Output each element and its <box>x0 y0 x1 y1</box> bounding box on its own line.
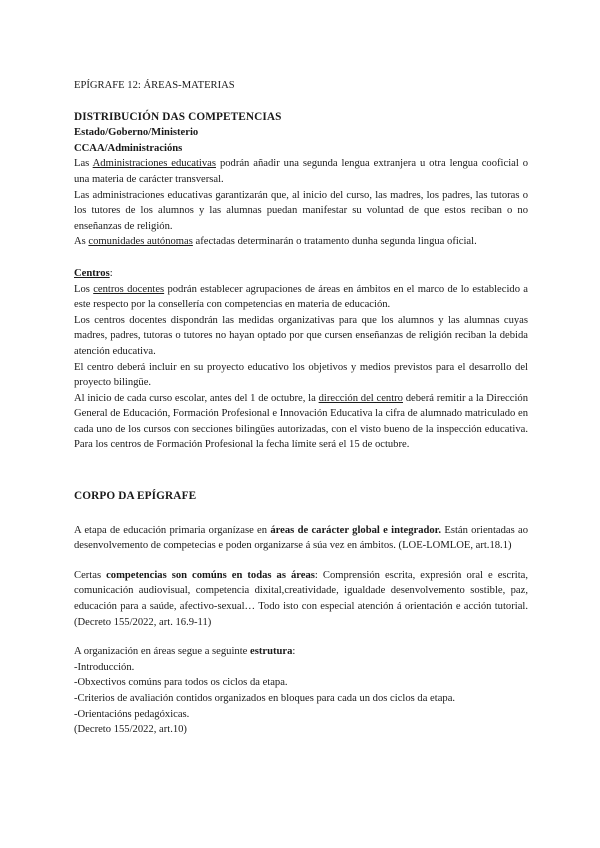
subheading-ccaa: CCAA/Administracións <box>74 142 183 154</box>
estrutura-list <box>74 660 528 738</box>
centros-heading: Centros: <box>74 267 113 279</box>
underlined-term: comunidades autónomas <box>88 236 193 248</box>
paragraph-estrutura: A organización en áreas segue a seguinte estrutura: <box>74 646 296 658</box>
underlined-term: centros docentes <box>93 283 165 295</box>
distribution-section <box>74 110 528 250</box>
paragraph-religion: Las administraciones educativas garantizarán que, al inicio del curso, las madres, los padres, las tutoras o los tutores de los alumnos y las alumnas puedan manifestar su voluntad de que estos reciban o no enseñanzas de religión. <box>74 189 528 232</box>
list-item: -Criterios de avaliación contidos organizados en bloques para cada un dos ciclos da etapa. <box>74 693 456 704</box>
list-item: (Decreto 155/2022, art.10) <box>74 724 187 736</box>
paragraph-areas-global: A etapa de educación primaria organízase en áreas de carácter global e integrador. Están orientadas ao desenvolvemento de competecias e poden organizarse á súa vez en ámbitos. (LOE-LOMLOE, art.18.1) <box>74 524 528 552</box>
paragraph-medidas: Los centros docentes dispondrán las medidas organizativas para que los alumnos y las alumnas cuyas madres, padres, tutoras o tutores no hayan optado por que cursen enseñanzas de religión reciban la debida atención educativa. <box>74 314 528 357</box>
centros-section <box>74 266 528 453</box>
paragraph-proyecto-bilingue: El centro deberá incluir en su proyecto educativo los objetivos y medios previstos para el desarrollo del proyecto bilingüe. <box>74 361 528 389</box>
distribution-heading: DISTRIBUCIÓN DAS COMPETENCIAS <box>74 110 282 123</box>
list-item: -Obxectivos comúns para todos os ciclos da etapa. <box>74 677 288 689</box>
paragraph-direccion-centro: Al inicio de cada curso escolar, antes del 1 de octubre, la dirección del centro deberá remitir a la Dirección General de Educación, Formación Profesional e Innovación Educativa la cifra de alumnado matriculado en cada uno de los cursos con secciones bilingües autorizadas, con el visto bueno de la inspección educativa. Para los centros de Formación Profesional la fecha límite será el 15 de octubre. <box>74 392 529 451</box>
paragraph-admin-educativas: Las Administraciones educativas podrán añadir una segunda lengua extranjera u otra lengua cooficial o una materia de carácter transversal. <box>74 158 528 185</box>
list-item: -Introducción. <box>74 661 135 673</box>
corpo-heading: CORPO DA EPÍGRAFE <box>74 490 197 503</box>
subheading-estado: Estado/Goberno/Ministerio <box>74 127 199 139</box>
paragraph-comunidades: As comunidades autónomas afectadas determinarán o tratamento dunha segunda lingua oficial. <box>74 236 477 248</box>
document-title: EPÍGRAFE 12: ÁREAS-MATERIAS <box>74 80 235 91</box>
list-item: -Orientacións pedagóxicas. <box>74 708 190 720</box>
underlined-term: dirección del centro <box>318 392 403 404</box>
paragraph-competencias: Certas competencias son comúns en todas as áreas: Comprensión escrita, expresión oral e escrita, comunicación audiovisual, competencia dixital,creatividade, igualdade desenvolvemento sostible, paz, educación para a saúde, afectivo-sexual… Todo isto con especial atención á orientación e acción tutorial. (Decreto 155/2022, art. 16.9-11) <box>74 569 528 628</box>
corpo-section <box>74 489 528 738</box>
paragraph-centros-docentes: Los centros docentes podrán establecer agrupaciones de áreas en ámbitos en el marco de lo establecido a este respecto por la consellería con competencias en materia de educación. <box>74 283 528 311</box>
underlined-term: Administraciones educativas <box>92 158 217 170</box>
